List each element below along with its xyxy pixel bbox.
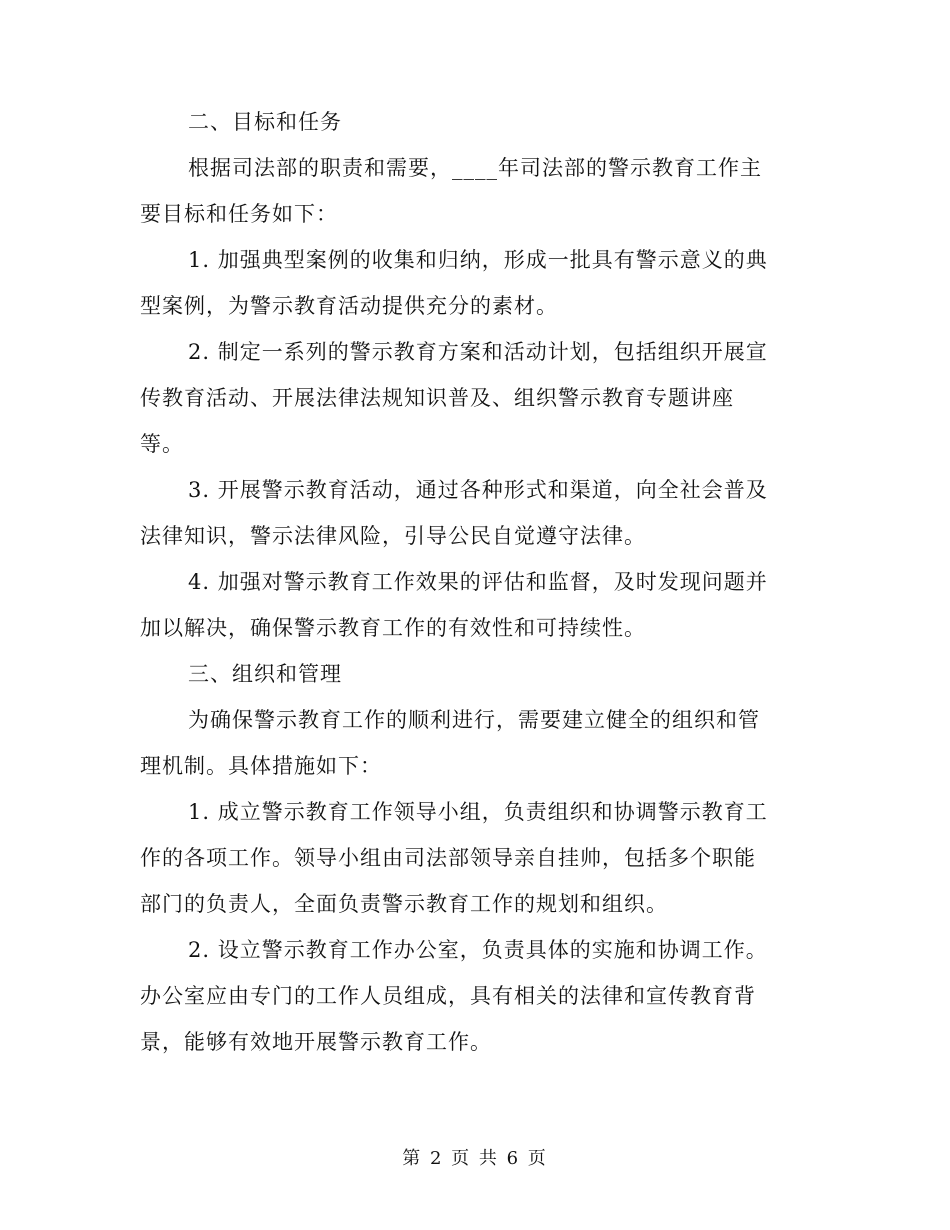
list-item-line: 景，能够有效地开展警示教育工作。 — [140, 1030, 492, 1054]
section-heading-goals: 二、目标和任务 — [188, 110, 342, 134]
page-number-footer: 第 2 页 共 6 页 — [402, 1148, 548, 1169]
paragraph-line: 理机制。具体措施如下： — [140, 754, 382, 778]
list-item-line: 2. 制定一系列的警示教育方案和活动计划，包括组织开展宣 — [188, 340, 768, 364]
list-item-line: 1. 加强典型案例的收集和归纳，形成一批具有警示意义的典 — [188, 248, 768, 272]
list-item-line: 传教育活动、开展法律法规知识普及、组织警示教育专题讲座 — [140, 386, 734, 410]
paragraph-line: 为确保警示教育工作的顺利进行，需要建立健全的组织和管 — [188, 708, 760, 732]
list-item-line: 作的各项工作。领导小组由司法部领导亲自挂帅，包括多个职能 — [140, 846, 756, 870]
list-item-line: 办公室应由专门的工作人员组成，具有相关的法律和宣传教育背 — [140, 984, 756, 1008]
list-item-line: 4. 加强对警示教育工作效果的评估和监督，及时发现问题并 — [188, 570, 768, 594]
paragraph-line: 要目标和任务如下： — [140, 202, 338, 226]
paragraph-line: 根据司法部的职责和需要，____年司法部的警示教育工作主 — [188, 156, 762, 180]
list-item-line: 加以解决，确保警示教育工作的有效性和可持续性。 — [140, 616, 646, 640]
list-item-line: 法律知识，警示法律风险，引导公民自觉遵守法律。 — [140, 524, 646, 548]
list-item-line: 部门的负责人，全面负责警示教育工作的规划和组织。 — [140, 892, 668, 916]
list-item-line: 1. 成立警示教育工作领导小组，负责组织和协调警示教育工 — [188, 800, 768, 824]
list-item-line: 2. 设立警示教育工作办公室，负责具体的实施和协调工作。 — [188, 938, 768, 962]
list-item-line: 3. 开展警示教育活动，通过各种形式和渠道，向全社会普及 — [188, 478, 768, 502]
list-item-line: 等。 — [140, 432, 184, 456]
section-heading-organization: 三、组织和管理 — [188, 662, 342, 686]
list-item-line: 型案例，为警示教育活动提供充分的素材。 — [140, 294, 558, 318]
